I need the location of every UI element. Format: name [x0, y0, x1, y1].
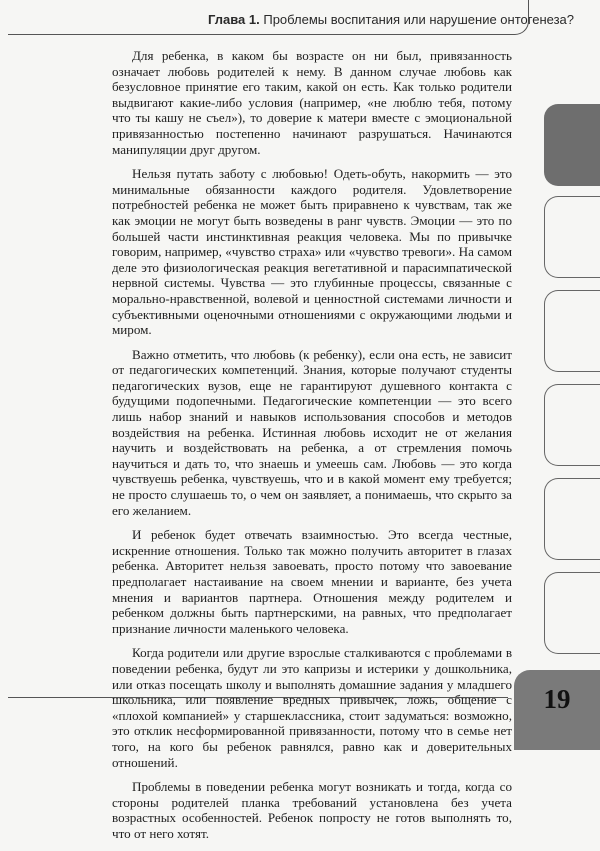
paragraph: Для ребенка, в каком бы возрасте он ни был, привязанность означает любовь родителей к нему. В данном случае любовь как безусловное принятие его таким, какой он есть. Как только родители выдвигают какие-либо условия (например, «не люблю тебя, потому что ты кашу не съел»), то доверие к матери вместе с эмоциональной привязанностью постепенно начинают разрушаться. Начинаются манипуляции друг другом.: [112, 48, 512, 157]
chapter-label: Глава 1.: [208, 12, 260, 27]
paragraph: И ребенок будет отвечать взаимностью. Это всегда честные, искренние отношения. Только так можно получить авторитет в глазах ребенка. Авторитет нельзя завоевать, просто потому что завоевание предполагает настаивание на своем мнении и варианте, без учета мнения и вариантов партнера. Отношения между родителем и ребенком должны быть партнерскими, на равных, что предполагает признание личности маленького человека.: [112, 527, 512, 636]
page-number: 19: [543, 684, 571, 714]
paragraph: Важно отметить, что любовь (к ребенку), если она есть, не зависит от педагогических компетенций. Знания, которые получают студенты педагогических вузов, еще не гарантируют душевного контакта с будущими подопечными. Педагогические компетенции — это всего лишь набор знаний и навыков использования способов и методов воздействия на ребенка. Истинная любовь исходит не от желания научить и воздействовать на ребенка, а от стремления помочь научиться и дать то, что знаешь и умеешь сам. Любовь — это когда чувствуешь ребенка, чувствуешь, что и в какой момент ему требуется; не просто слушаешь то, о чем он заявляет, а понимаешь, что скрыто за его желанием.: [112, 346, 512, 518]
chapter-tab-3: [544, 290, 600, 372]
body-text: [112, 48, 512, 851]
chapter-tab-5: [544, 478, 600, 560]
footer-rule: [8, 697, 508, 698]
chapter-tab-active: [544, 104, 600, 186]
paragraph: Нельзя путать заботу с любовью! Одеть-обуть, накормить — это минимальные обязанности каждого родителя. Удовлетворение потребностей ребенка не может быть приравнено к чувствам, так же как эмоции не могут быть возведены в ранг чувств. Эмоции — это по большей части инстинктивная реакция человека. Мы по привычке говорим, например, «чувство страха» или «чувство тревоги». На самом деле это физиологическая реакция вегетативной и парасимпатической нервной системы. Чувства — это глубинные процессы, связанные с морально-нравственной, волевой и ценностной системами личности и субъективными оценочными отношениями с окружающими людьми и миром.: [112, 166, 512, 338]
chapter-title: Проблемы воспитания или нарушение онтогенеза?: [263, 12, 574, 27]
chapter-tab-2: [544, 196, 600, 278]
chapter-tab-6: [544, 572, 600, 654]
chapter-tab-4: [544, 384, 600, 466]
paragraph: Когда родители или другие взрослые сталкиваются с проблемами в поведении ребенка, будут ли это капризы и истерики у дошкольника, или отказ посещать школу и выполнять домашние задания у младшего школьника, или появление вредных привычек, ложь, общение с «плохой компанией» у старшеклассника, стоит задуматься: возможно, это отклик несформированной привязанности, потому что в семье нет того, на кого бы ребенок равнялся, равно как и доверительных отношений.: [112, 645, 512, 770]
paragraph: Проблемы в поведении ребенка могут возникать и тогда, когда со стороны родителей планка требований установлена без учета возрастных особенностей. Ребенок попросту не готов выполнять то, что от него хотят.: [112, 779, 512, 841]
chapter-header: [208, 12, 574, 27]
